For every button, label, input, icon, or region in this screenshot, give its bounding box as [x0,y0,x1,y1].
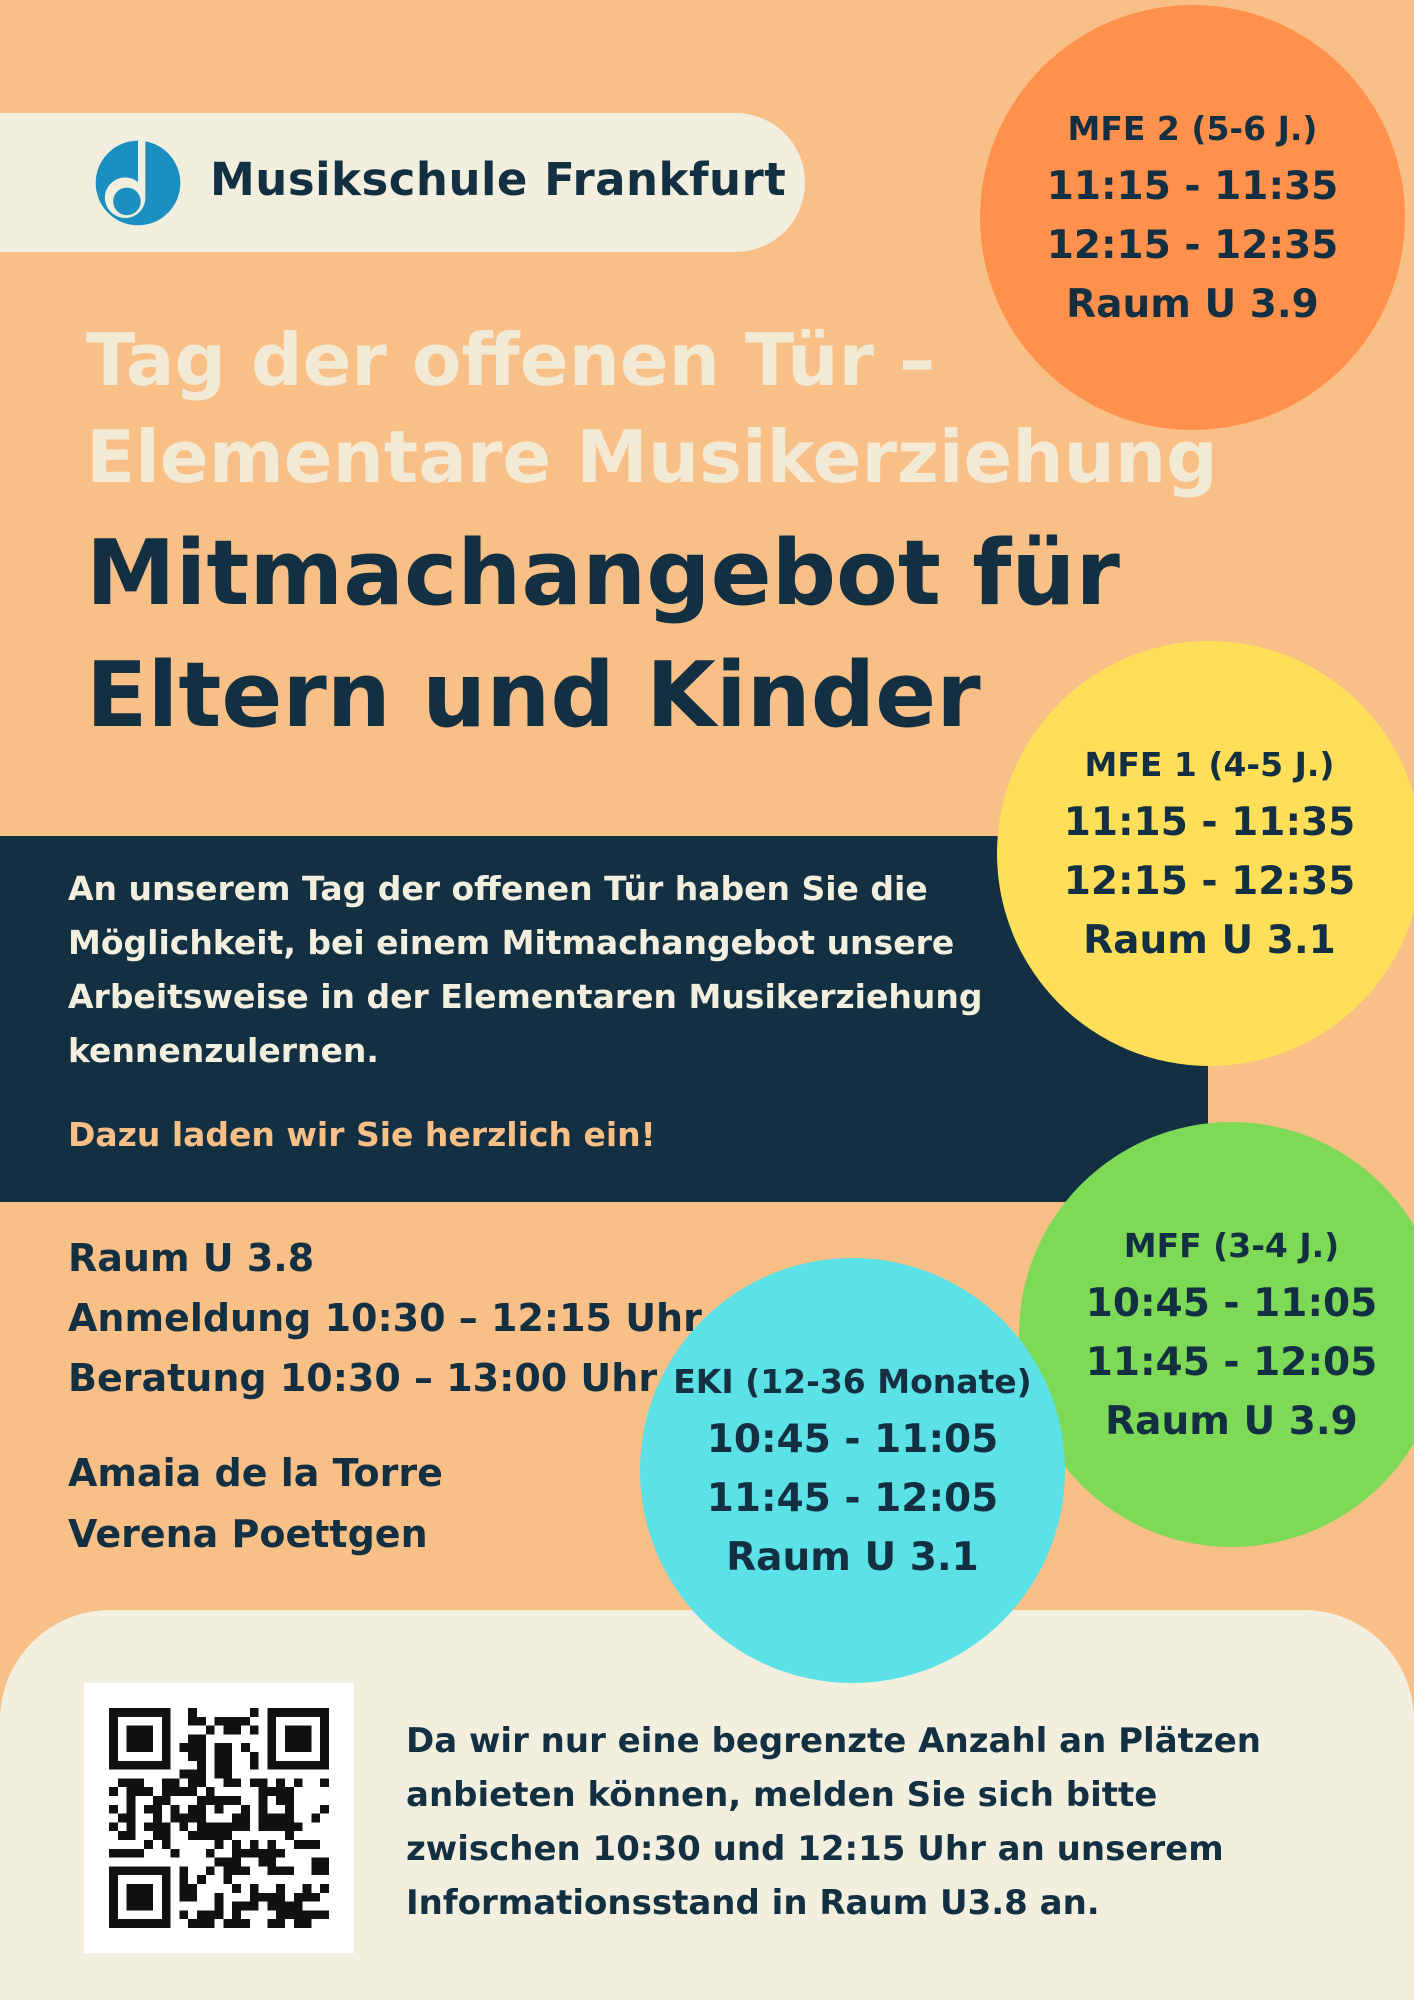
session-title: MFE 1 (4-5 J.) [1084,745,1335,784]
invite-text: Dazu laden wir Sie herzlich ein! [68,1115,656,1154]
event-info [68,1228,702,1408]
intro-line: kennenzulernen. [68,1031,379,1070]
notice-line: anbieten können, melden Sie sich bitte [406,1775,1158,1815]
qr-code-icon [109,1708,329,1928]
session-title: MFF (3-4 J.) [1123,1226,1340,1265]
session-title: EKI (12-36 Monate) [673,1362,1032,1401]
subtitle-line: Tag der offenen Tür – [86,318,936,402]
session-time: 11:15 - 11:35 [1046,164,1339,209]
title-line: Mitmachangebot für [86,521,1120,626]
notice-line: zwischen 10:30 und 12:15 Uhr an unserem [406,1829,1224,1869]
notice-line: Informationsstand in Raum U3.8 an. [406,1883,1100,1923]
intro-line: An unserem Tag der offenen Tür haben Sie die [68,869,928,908]
session-circle-mff [1019,1122,1414,1547]
notice-line: Da wir nur eine begrenzte Anzahl an Plätzen [406,1721,1261,1761]
page-title [86,513,1120,757]
session-room: Raum U 3.9 [1066,282,1319,327]
subtitle-line: Elementare Musikerziehung [86,415,1218,499]
info-registration: Anmeldung 10:30 – 12:15 Uhr [68,1296,702,1340]
info-consultation: Beratung 10:30 – 13:00 Uhr [68,1356,658,1400]
info-room: Raum U 3.8 [68,1236,315,1280]
registration-notice [406,1714,1306,1930]
session-time: 11:15 - 11:35 [1063,800,1356,845]
session-circle-eki [640,1258,1065,1683]
session-time: 12:15 - 12:35 [1046,223,1339,268]
music-note-logo-icon [92,137,184,229]
event-subtitle [86,312,1218,506]
session-time: 11:45 - 12:05 [1085,1340,1378,1385]
intro-line: Möglichkeit, bei einem Mitmachangebot unsere [68,923,955,962]
contact-name: Verena Poettgen [68,1512,428,1556]
intro-line: Arbeitsweise in der Elementaren Musikerziehung [68,977,983,1016]
session-room: Raum U 3.9 [1105,1399,1358,1444]
session-time: 12:15 - 12:35 [1063,859,1356,904]
brand-name: Musikschule Frankfurt [210,153,787,206]
session-circle-mfe2 [980,5,1405,430]
qr-code[interactable] [84,1683,354,1953]
session-circle-mfe1 [997,641,1414,1066]
session-title: MFE 2 (5-6 J.) [1067,109,1318,148]
session-room: Raum U 3.1 [726,1535,979,1580]
title-line: Eltern und Kinder [86,643,981,748]
session-time: 10:45 - 11:05 [1085,1281,1378,1326]
contact-name: Amaia de la Torre [68,1451,443,1495]
contact-names [68,1443,443,1565]
session-time: 10:45 - 11:05 [706,1417,999,1462]
session-room: Raum U 3.1 [1083,918,1336,963]
intro-text [68,862,1028,1078]
session-time: 11:45 - 12:05 [706,1476,999,1521]
